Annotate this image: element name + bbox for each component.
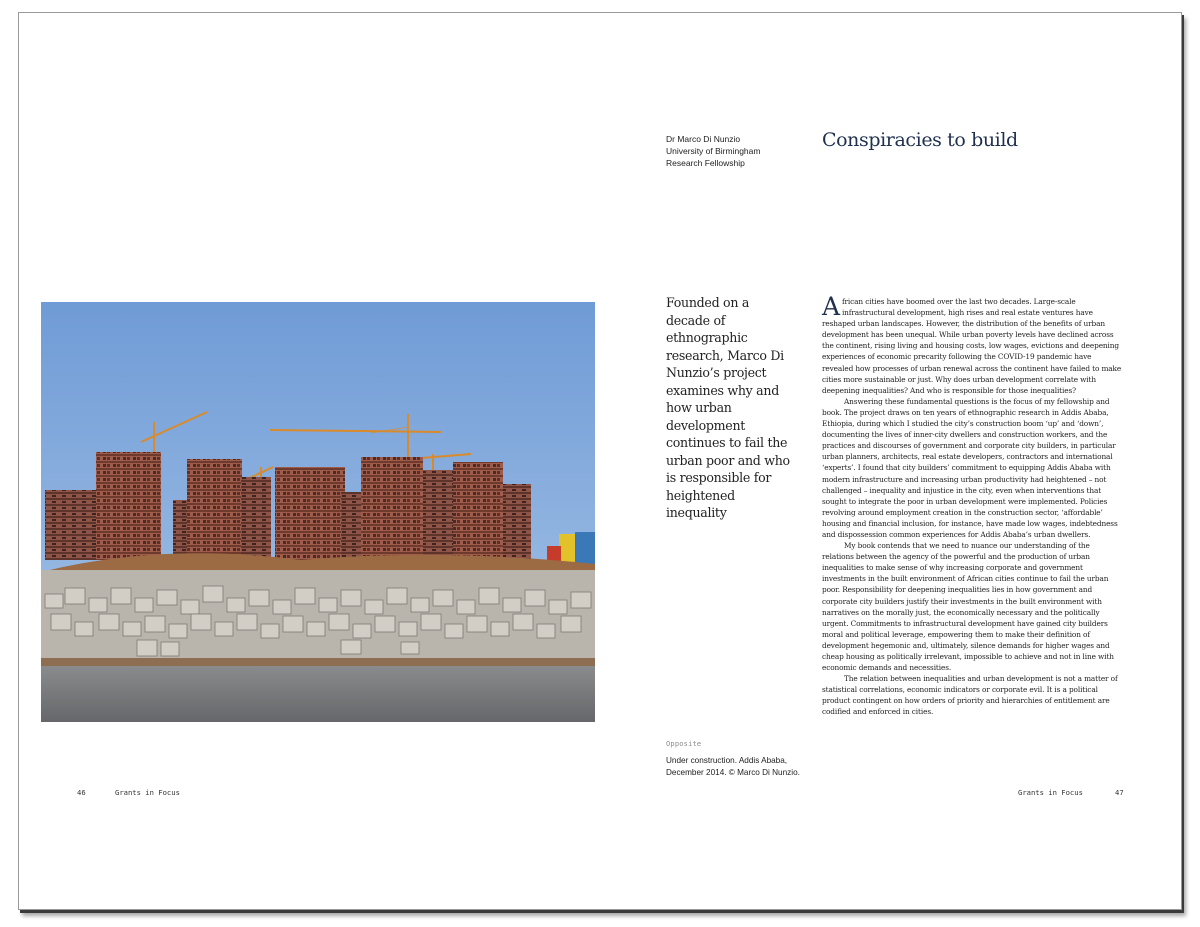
body-paragraph-3: My book contends that we need to nuance our understanding of the relations between the agency of the powerful and the production of urban inequalities to make sense of why increasing corporate and government investments in the built environment of African cities continue to fail the urban poor. Responsibility for deepening inequalities lies in how government and corporate city builders justify their investments in the built environment with narratives on the morally just, the economically necessary and the politically urgent. Commitments to infrastructural development have gained city builders moral and political leverage, empowering them to make their definition of development hegemonic and, ultimately, silence demands for higher wages and cheap housing as politically irrelevant, impossible to achieve and not in line with economic demands and necessities. (822, 541, 1114, 673)
body-paragraph-2: Answering these fundamental questions is the focus of my fellowship and book. The project draws on ten years of ethnographic research in Addis Ababa, Ethiopia, during which I studied the city’s construction boom ‘up’ and ‘down’, documenting the lives of inner-city dwellers and construction workers, and the practices and discourses of government and corporate city builders, in particular urban planners, architects, real estate developers, contractors and international ‘experts’. I found that city builders’ commitment to equipping Addis Ababa with modern infrastructure and increasing urban productivity had heightened – not challenged – inequality and injustice in the city, even when interventions that sought to integrate the poor in urban development were implemented. Policies revolving around employment creation in the construction sector, ‘affordable’ housing and financial inclusion, for instance, have made low wages, indebtedness and dispossession common experiences for Addis Ababa’s urban dwellers. (822, 396, 1118, 539)
author-block (666, 133, 760, 169)
book-spread (18, 12, 1182, 910)
author-institution: University of Birmingham (666, 146, 761, 156)
body-paragraph-1-text: frican cities have boomed over the last two decades. Large-scale infrastructural development, high rises and real estate ventures have reshaped urban landscapes. However, the distribution of the benefits of urban development has been unequal. While urban poverty levels have declined across the continent, rising living and housing costs, low wages, evictions and deepening experiences of economic precarity following the COVID-19 pandemic have revealed how processes of urban renewal across the continent have failed to make cities more sustainable or just. Why does urban development correlate with deepening inequalities? And who is responsible for those inequalities? (822, 297, 1122, 395)
article-body (822, 292, 1122, 718)
author-name: Dr Marco Di Nunzio (666, 134, 741, 144)
pull-quote: Founded on a decade of ethnographic research, Marco Di Nunzio’s project examines why and how urban development continues to fail the urban poor and who is responsible for heightened inequality (666, 295, 790, 520)
construction-photo (41, 302, 595, 722)
caption-label: Opposite (666, 740, 702, 748)
photo-caption: Under construction. Addis Ababa, December 2014. © Marco Di Nunzio. (666, 756, 800, 777)
page-number-left: 46 (77, 788, 86, 797)
drop-cap: A (822, 292, 840, 321)
running-footer-left: Grants in Focus (115, 788, 180, 797)
author-award: Research Fellowship (666, 158, 745, 168)
page-number-right: 47 (1115, 788, 1124, 797)
body-paragraph (822, 292, 1122, 396)
running-footer-right: Grants in Focus (1018, 788, 1083, 797)
body-paragraph-4: The relation between inequalities and urban development is not a matter of statistical correlations, economic indicators or corporate evil. It is a political product contingent on how orders of priority and hierarchies of entitlement are codified and enforced in cities. (822, 674, 1118, 717)
article-title: Conspiracies to build (822, 129, 1018, 151)
